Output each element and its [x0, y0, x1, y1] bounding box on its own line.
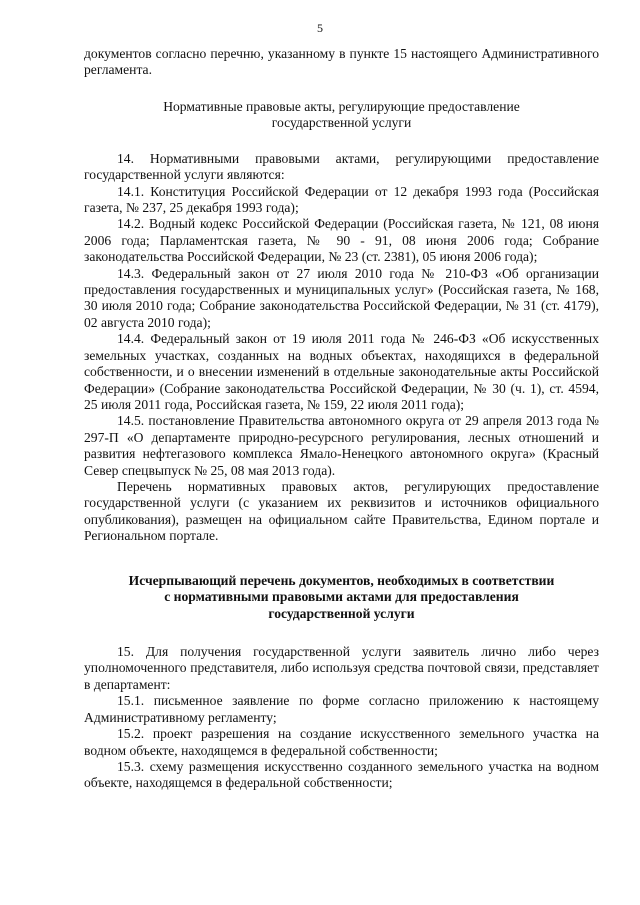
page-content	[84, 46, 599, 792]
paragraph-15: 15. Для получения государственной услуги заявитель лично либо через уполномоченного представителя, либо используя средства почтовой связи, представляет в департамент:	[84, 644, 599, 692]
paragraph-14-4: 14.4. Федеральный закон от 19 июля 2011 года № 246-ФЗ «Об искусственных земельных участках, созданных на водных объектах, находящихся в федеральной собственности, и о внесении изменений в отдельные законодательные акты Российской Федерации» (Собрание законодательства Российской Федерации, № 30 (ч. 1), ст. 4594, 25 июля 2011 года, Российская газета, № 159, 22 июля 2011 года);	[84, 331, 599, 412]
paragraph-14-2: 14.2. Водный кодекс Российской Федерации (Российская газета, № 121, 08 июня 2006 года; Парламентская газета, № 90 - 91, 08 июня 2006 года; Собрание законодательства Российской Федерации, № 23 (ст. 2381), 05 июня 2006 года);	[84, 216, 599, 265]
paragraph-14-3: 14.3. Федеральный закон от 27 июля 2010 года № 210-ФЗ «Об организации предоставления государственных и муниципальных услуг» (Российская газета, № 168, 30 июля 2010 года; Собрание законодательства Российской Федерации, № 31 (ст. 4179), 02 августа 2010 года);	[84, 265, 599, 330]
page-number: 5	[317, 21, 323, 35]
section-heading-normative-acts: Нормативные правовые акты, регулирующие предоставление государственной услуги	[163, 98, 520, 130]
paragraph-15-2: 15.2. проект разрешения на создание искусственного земельного участка на водном объекте, находящемся в федеральной собственности;	[84, 726, 599, 758]
paragraph-15-3: 15.3. схему размещения искусственно созданного земельного участка на водном объекте, находящемся в федеральной собственности;	[84, 758, 599, 791]
section-heading-documents-list: Исчерпывающий перечень документов, необходимых в соответствии с нормативными правовыми актами для предоставления государственной услуги	[128, 572, 555, 621]
paragraph-14-1: 14.1. Конституция Российской Федерации от 12 декабря 1993 года (Российская газета, № 237, 25 декабря 1993 года);	[84, 183, 599, 216]
paragraph-15-1: 15.1. письменное заявление по форме согласно приложению к настоящему Административному регламенту;	[84, 693, 599, 725]
paragraph-acts-list-publication: Перечень нормативных правовых актов, регулирующих предоставление государственной услуги (с указанием их реквизитов и источников официального опубликования), размещен на официальном сайте Правительства, Едином портале и Региональном портале.	[84, 478, 599, 544]
paragraph-14-5: 14.5. постановление Правительства автономного округа от 29 апреля 2013 года № 297-П «О департаменте природно-ресурсного регулирования, лесных отношений и развития нефтегазового комплекса Ямало-Ненецкого автономного округа» (Красный Север спецвыпуск № 25, 08 мая 2013 года).	[84, 413, 599, 478]
paragraph-14: 14. Нормативными правовыми актами, регулирующими предоставление государственной услуги являются:	[84, 150, 599, 183]
intro-paragraph: документов согласно перечню, указанному в пункте 15 настоящего Административного регламента.	[84, 46, 599, 78]
